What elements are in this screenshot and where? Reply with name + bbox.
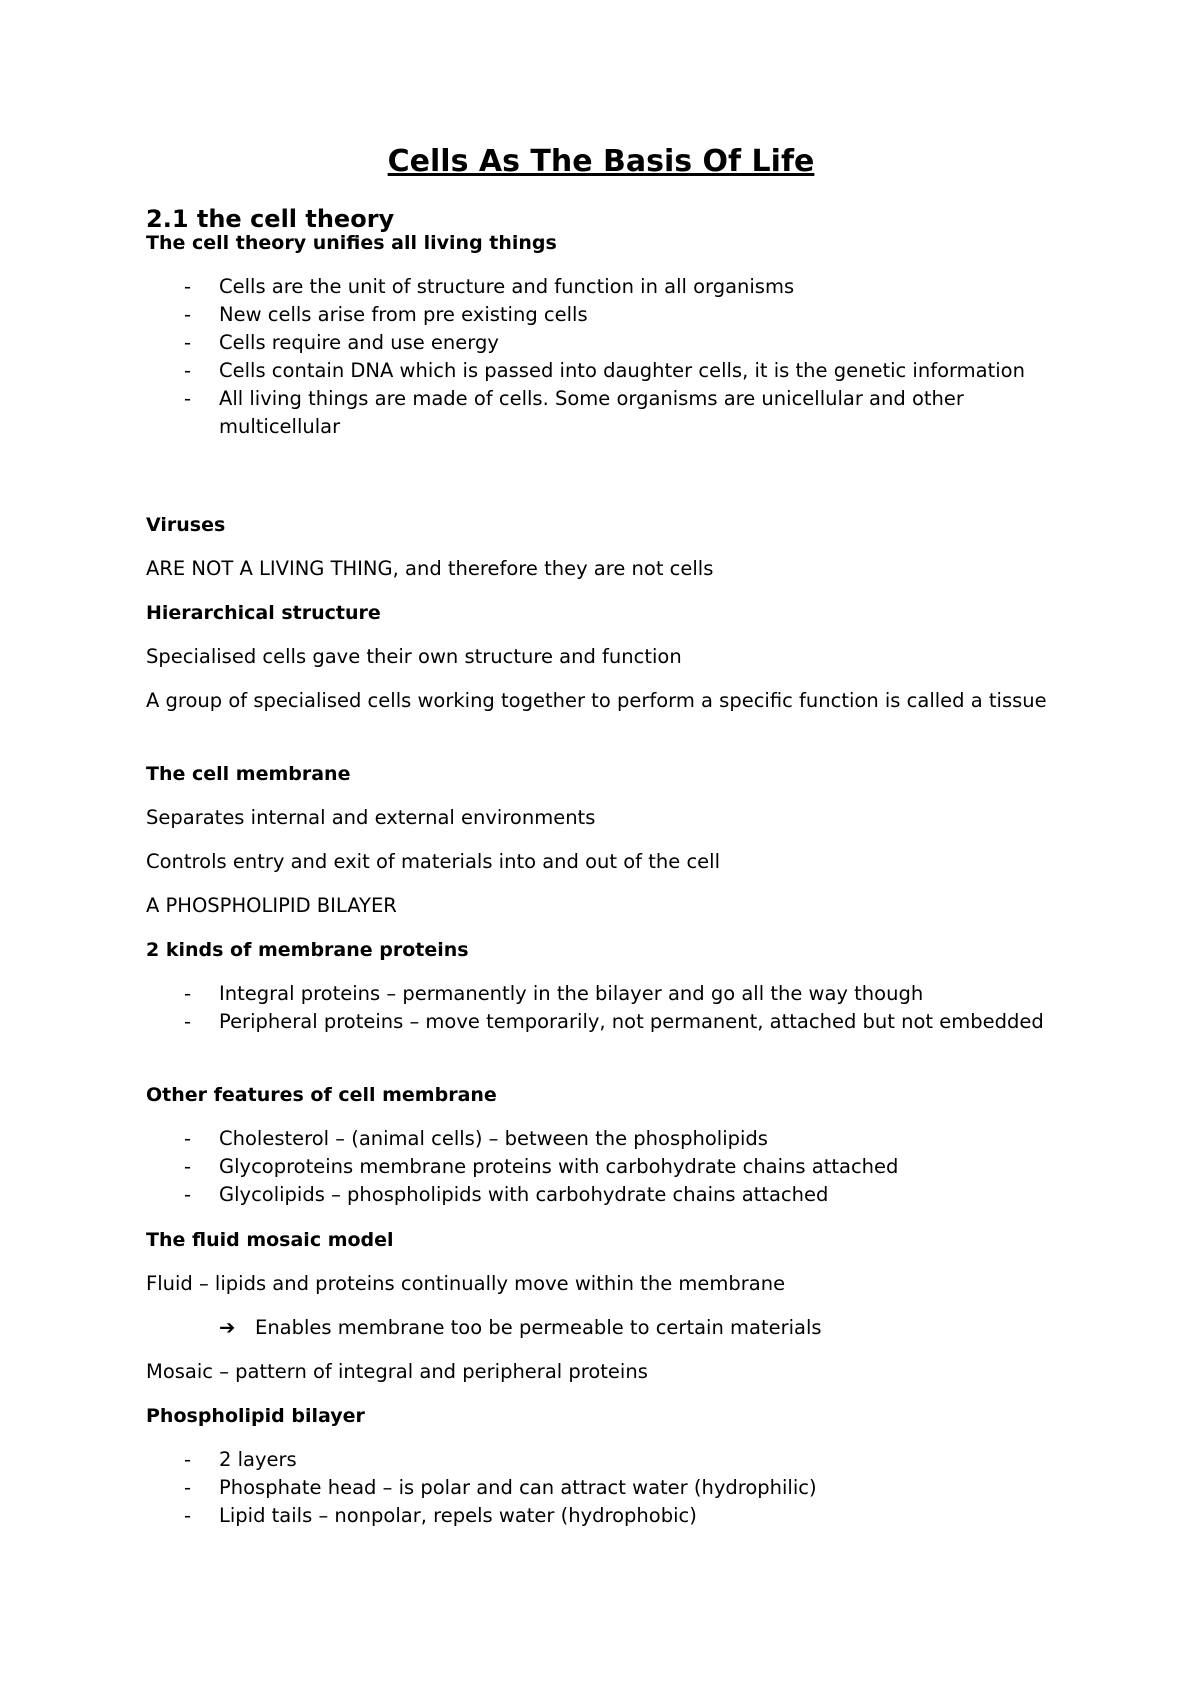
- list-item: - 2 layers: [184, 1448, 297, 1471]
- list-item: - Cells are the unit of structure and function in all organisms: [184, 275, 795, 298]
- hierarchical-text-1: Specialised cells gave their own structure and function: [146, 645, 682, 668]
- list-item: - Glycoproteins membrane proteins with carbohydrate chains attached: [184, 1155, 899, 1178]
- bilayer-list: [146, 1446, 1056, 1530]
- document-page: [146, 140, 1056, 1527]
- membrane-text-3: A PHOSPHOLIPID BILAYER: [146, 894, 397, 917]
- membrane-text-2: Controls entry and exit of materials into and out of the cell: [146, 850, 721, 873]
- proteins-list: [146, 980, 1056, 1036]
- arrow-bullet-text: Enables membrane too be permeable to certain materials: [255, 1316, 822, 1339]
- section-heading: 2.1 the cell theory: [146, 205, 395, 233]
- mosaic-text: Mosaic – pattern of integral and peripheral proteins: [146, 1360, 648, 1383]
- list-item: - Cholesterol – (animal cells) – between the phospholipids: [184, 1127, 768, 1150]
- list-item: - Phosphate head – is polar and can attract water (hydrophilic): [184, 1476, 817, 1499]
- hierarchical-heading: Hierarchical structure: [146, 602, 381, 624]
- list-item: - Cells contain DNA which is passed into daughter cells, it is the genetic information: [184, 359, 1025, 382]
- list-item: - Glycolipids – phospholipids with carbohydrate chains attached: [184, 1183, 829, 1206]
- list-item: - Integral proteins – permanently in the bilayer and go all the way though: [184, 982, 924, 1005]
- arrow-right-icon: ➔: [219, 1316, 236, 1339]
- list-item: - Cells require and use energy: [184, 331, 499, 354]
- bilayer-heading: Phospholipid bilayer: [146, 1405, 365, 1427]
- other-features-heading: Other features of cell membrane: [146, 1084, 497, 1106]
- list-item: - All living things are made of cells. Some organisms are unicellular and other multicellular: [184, 387, 964, 438]
- membrane-text-1: Separates internal and external environments: [146, 806, 596, 829]
- viruses-heading: Viruses: [146, 514, 226, 536]
- proteins-heading: 2 kinds of membrane proteins: [146, 939, 469, 961]
- document-title: Cells As The Basis Of Life: [387, 144, 815, 179]
- fluid-mosaic-heading: The fluid mosaic model: [146, 1229, 394, 1251]
- membrane-heading: The cell membrane: [146, 763, 351, 785]
- list-item: - Lipid tails – nonpolar, repels water (hydrophobic): [184, 1504, 697, 1527]
- fluid-text: Fluid – lipids and proteins continually move within the membrane: [146, 1272, 786, 1295]
- cell-theory-list: [146, 273, 1056, 441]
- cell-theory-heading: The cell theory unifies all living things: [146, 232, 557, 254]
- other-features-list: [146, 1125, 1056, 1209]
- hierarchical-text-2: A group of specialised cells working together to perform a specific function is called a tissue: [146, 689, 1047, 712]
- arrow-bullet: [219, 1314, 822, 1342]
- list-item: - New cells arise from pre existing cells: [184, 303, 588, 326]
- viruses-text: ARE NOT A LIVING THING, and therefore they are not cells: [146, 557, 714, 580]
- list-item: - Peripheral proteins – move temporarily, not permanent, attached but not embedded: [184, 1010, 1044, 1033]
